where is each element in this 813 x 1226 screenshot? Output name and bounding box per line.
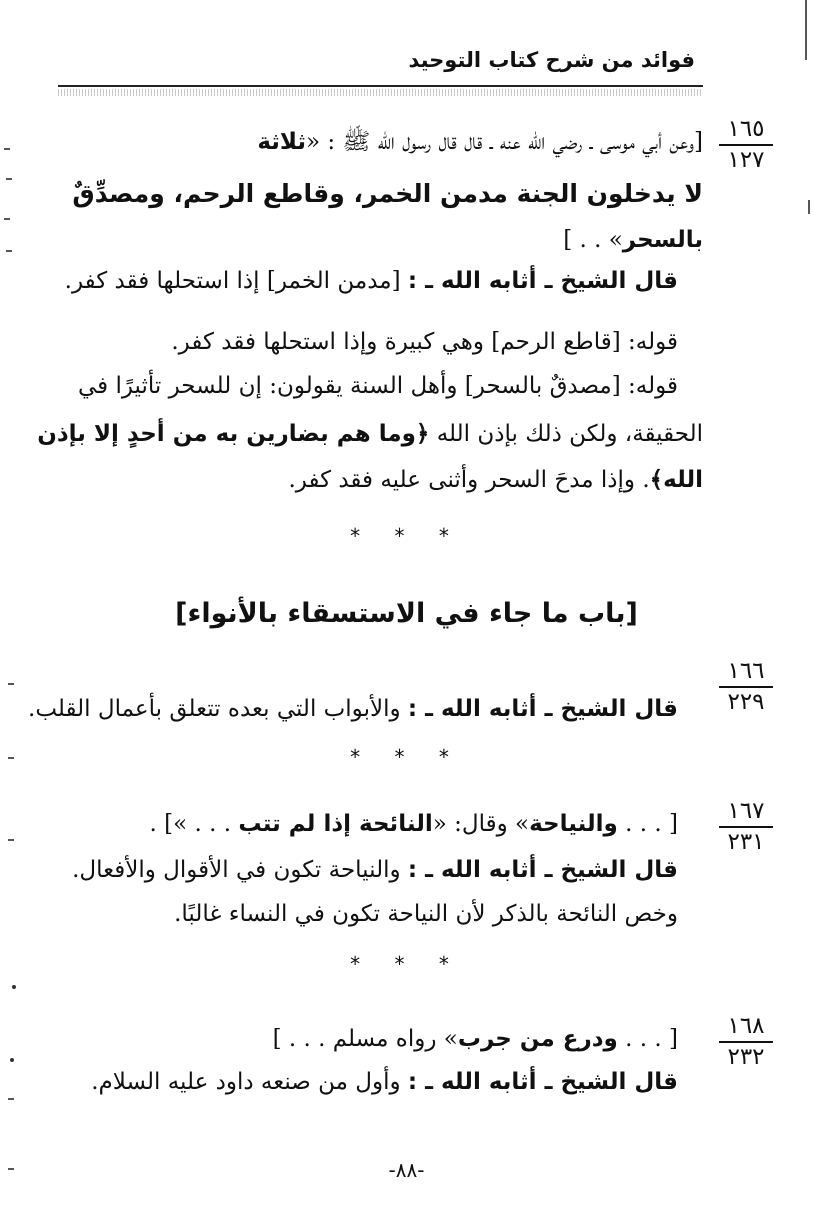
margin-mark <box>8 1098 14 1100</box>
page-number: -٨٨- <box>388 1158 425 1182</box>
section-separator: * * * <box>350 745 463 769</box>
text-line: وخص النائحة بالذكر لأن النياحة تكون في النساء غالبًا. <box>174 901 678 927</box>
margin-mark <box>4 218 10 220</box>
text-line: بالسحر» . . ] <box>563 227 703 253</box>
text-line: لا يدخلون الجنة مدمن الخمر، وقاطع الرحم، ومصدِّقٌ <box>72 179 703 208</box>
chapter-title: [باب ما جاء في الاستسقاء بالأنواء] <box>175 598 638 629</box>
margin-mark <box>6 178 12 180</box>
running-header: فوائد من شرح كتاب التوحيد <box>408 48 695 72</box>
text-line: قوله: [مصدقٌ بالسحر] وأهل السنة يقولون: إن للسحر تأثيرًا في <box>78 373 678 399</box>
hadith-number: ١٦٦ ٢٢٩ <box>711 660 781 714</box>
text-line: الله﴾. وإذا مدحَ السحر وأثنى عليه فقد كفر. <box>288 467 703 493</box>
text-line: [وعن أبي موسى ـ رضي الله عنه ـ قال قال رسول الله ﷺ : «ثلاثة <box>257 129 703 155</box>
margin-mark <box>12 985 16 989</box>
margin-mark <box>808 200 810 214</box>
text-line: قال الشيخ ـ أثابه الله ـ : والأبواب التي بعده تتعلق بأعمال القلب. <box>28 696 678 722</box>
text-line: قال الشيخ ـ أثابه الله ـ : [مدمن الخمر] إذا استحلها فقد كفر. <box>64 268 678 294</box>
margin-mark <box>805 0 807 60</box>
hadith-number: ١٦٥ ١٢٧ <box>711 118 781 172</box>
hadith-number: ١٦٧ ٢٣١ <box>711 800 781 854</box>
text-line: قال الشيخ ـ أثابه الله ـ : وأول من صنعه داود عليه السلام. <box>91 1069 678 1095</box>
text-line: [ . . . ودرع من جرب» رواه مسلم . . . ] <box>272 1026 678 1052</box>
section-separator: * * * <box>350 952 463 976</box>
text-line: قوله: [قاطع الرحم] وهي كبيرة وإذا استحلها فقد كفر. <box>171 329 678 355</box>
text-line: [ . . . والنياحة» وقال: «النائحة إذا لم تتب . . . »] . <box>149 811 678 837</box>
hadith-number: ١٦٨ ٢٣٢ <box>711 1015 781 1069</box>
margin-mark <box>4 148 10 150</box>
text-line: الحقيقة، ولكن ذلك بإذن الله ﴿وما هم بضارين به من أحدٍ إلا بإذن <box>37 421 703 447</box>
margin-mark <box>10 1058 14 1062</box>
header-texture <box>58 89 703 96</box>
margin-mark <box>8 683 14 685</box>
margin-mark <box>6 250 12 252</box>
section-separator: * * * <box>350 524 463 548</box>
header-rule <box>58 85 703 87</box>
margin-mark <box>8 839 14 841</box>
text-line: قال الشيخ ـ أثابه الله ـ : والنياحة تكون في الأقوال والأفعال. <box>72 857 678 883</box>
